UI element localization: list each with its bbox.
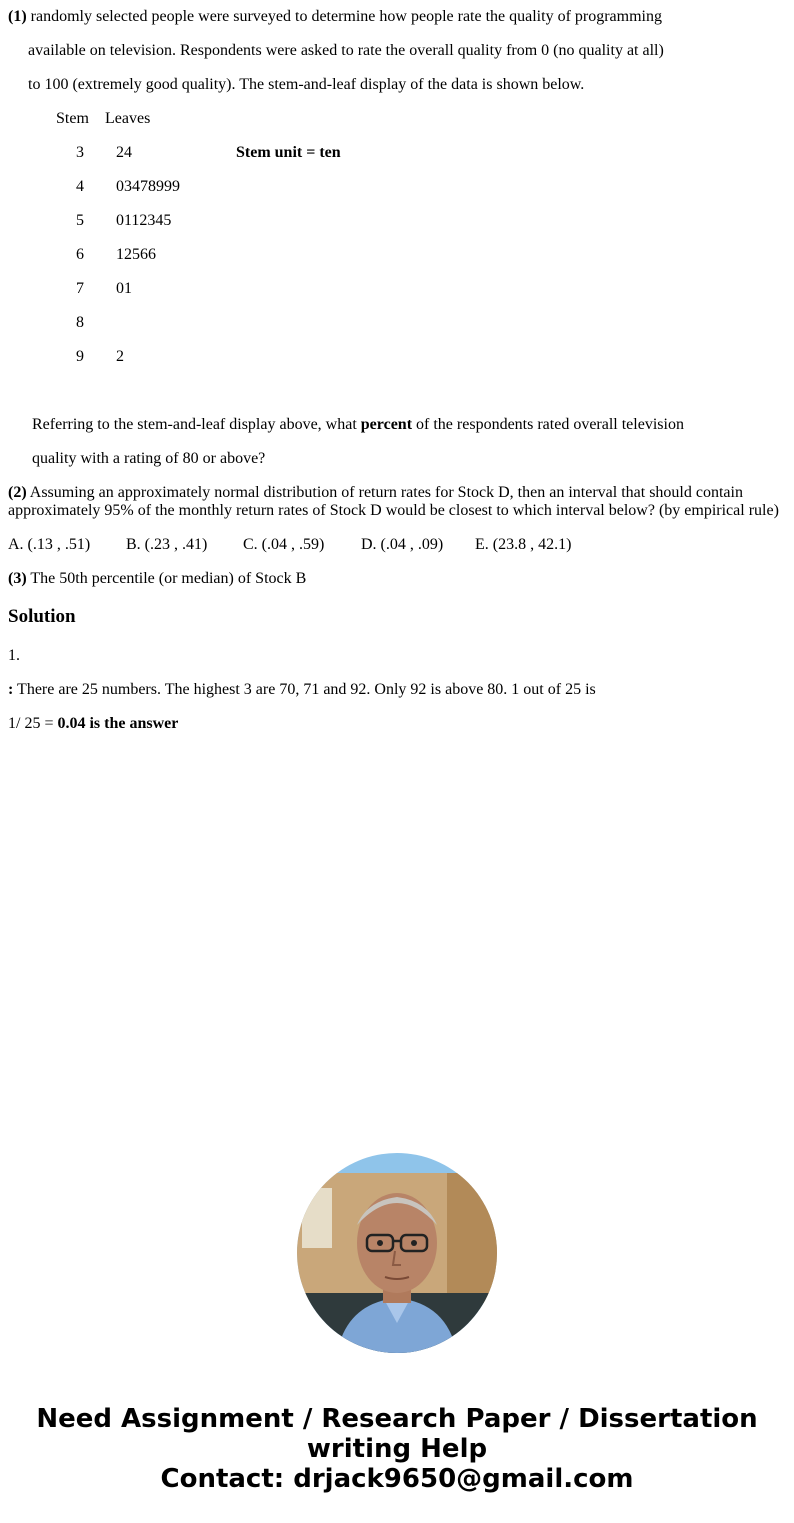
q3-number: (3) [8,570,27,587]
leaves-9: 2 [116,348,124,365]
q1-question-a: Referring to the stem-and-leaf display above, what [32,416,361,433]
solution-explanation-text: There are 25 numbers. The highest 3 are 70, 71 and 92. Only 92 is above 80. 1 out of 25 is [13,681,596,698]
leaves-5: 0112345 [116,212,172,229]
q1-question-line-2: quality with a rating of 80 or above? [32,450,266,467]
leaves-3: 24 [116,144,132,161]
solution-answer: 0.04 is the answer [57,715,179,732]
q2-number: (2) [8,484,27,501]
q2-option-d: D. (.04 , .09) [361,536,444,553]
q2-option-a: A. (.13 , .51) [8,536,91,553]
q1-number: (1) [8,8,27,25]
solution-calc: 1/ 25 = [8,715,58,732]
q1-question-line-1 [32,416,684,434]
q2-option-b: B. (.23 , .41) [126,536,208,553]
q1-line-3: to 100 (extremely good quality). The stem-and-leaf display of the data is shown below. [28,76,585,93]
stem-7: 7 [76,280,84,297]
stem-9: 9 [76,348,84,365]
stem-4: 4 [76,178,84,195]
leaves-6: 12566 [116,246,156,263]
stem-6: 6 [76,246,84,263]
q1-question-b: of the respondents rated overall television [412,416,684,433]
stem-8: 8 [76,314,84,331]
q1-line-2: available on television. Respondents were asked to rate the overall quality from 0 (no quality at all) [28,42,664,59]
stem-5: 5 [76,212,84,229]
q2-option-c: C. (.04 , .59) [243,536,325,553]
stem-3: 3 [76,144,84,161]
q2-text: Assuming an approximately normal distribution of return rates for Stock D, then an interval that should contain approximately 95% of the monthly return rates of Stock D would be closest to which interval below? (by empirical rule) [8,484,779,519]
author-photo [297,1153,497,1353]
leaves-header: Leaves [105,110,151,127]
stem-unit-note: Stem unit = ten [236,144,341,161]
leaves-4: 03478999 [116,178,180,195]
footer-line-2: writing Help [306,1434,488,1464]
stem-header: Stem [56,110,89,127]
solution-colon: : [8,681,14,698]
q1-text-1: randomly selected people were surveyed to determine how people rate the quality of programming [26,8,662,25]
q3-text: The 50th percentile (or median) of Stock B [26,570,307,587]
q3-line [8,570,306,588]
footer-contact: Contact: drjack9650@gmail.com [160,1464,634,1494]
author-portrait-illustration [297,1153,497,1353]
q2-paragraph [8,484,788,520]
footer-banner [0,1404,794,1494]
solution-heading: Solution [8,606,76,627]
footer-line-1: Need Assignment / Research Paper / Dissertation [36,1404,758,1434]
solution-explanation [8,681,596,699]
solution-answer-line [8,715,178,733]
leaves-7: 01 [116,280,132,297]
q1-question-bold: percent [360,416,413,433]
q1-line-1 [8,8,662,26]
solution-item-number: 1. [8,647,20,664]
q2-option-e: E. (23.8 , 42.1) [475,536,572,553]
